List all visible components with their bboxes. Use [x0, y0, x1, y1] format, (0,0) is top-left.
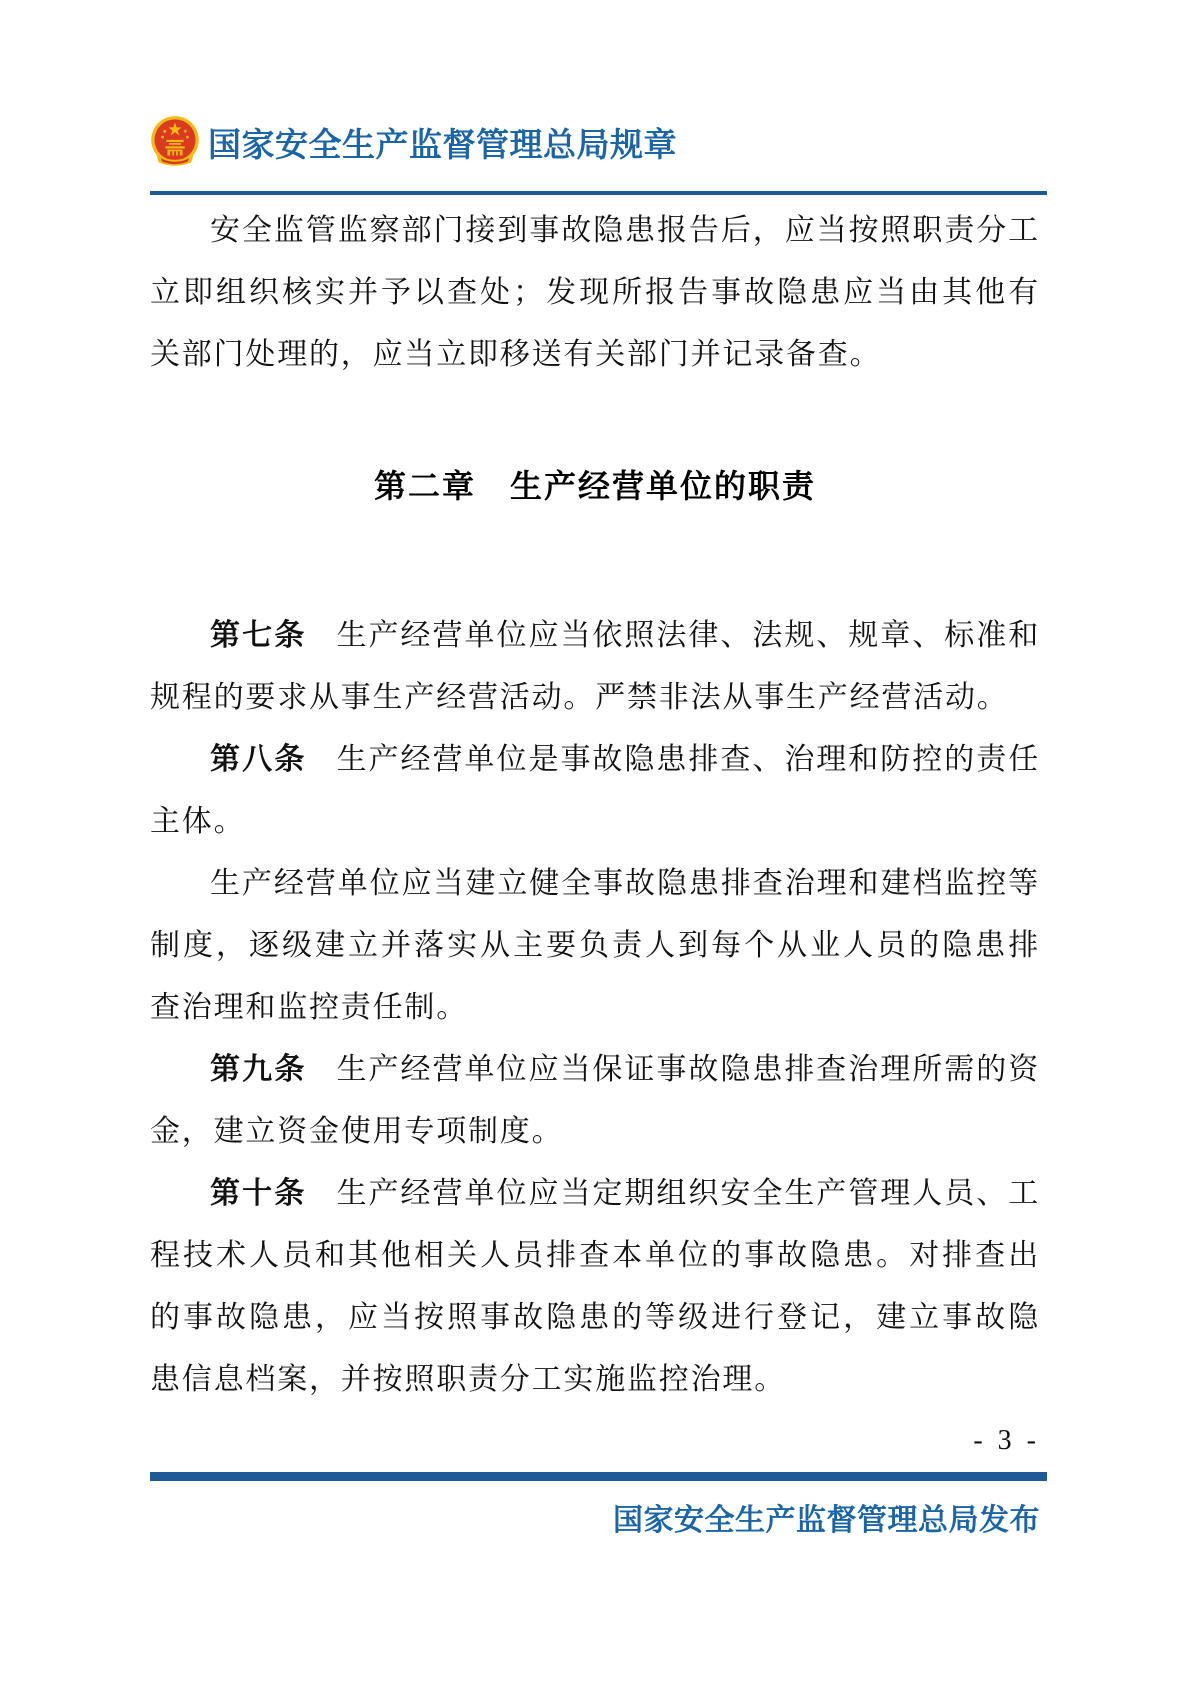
page-number: - 3 -: [973, 1425, 1040, 1456]
article-8-continuation-text: 生产经营单位应当建立健全事故隐患排查治理和建档监控等制度，逐级建立并落实从主要负责人到每个从业人员的隐患排查治理和监控责任制。: [150, 867, 1040, 1024]
footer-rule: [150, 1472, 1047, 1481]
article-paragraph-10: [150, 1163, 1040, 1411]
article-paragraph-7: [150, 605, 1040, 729]
article-10-label: 第十条: [210, 1177, 307, 1210]
article-9-label: 第九条: [210, 1053, 307, 1086]
article-8-continuation-paragraph: [150, 853, 1040, 1039]
intro-paragraph: 安全监管监察部门接到事故隐患报告后，应当按照职责分工立即组织核实并予以查处；发现所报告事故隐患应当由其他有关部门处理的，应当立即移送有关部门并记录备查。: [150, 214, 1040, 371]
article-paragraph-8: [150, 729, 1040, 853]
articles-section: [150, 605, 1040, 1411]
article-7-text: 生产经营单位应当依照法律、法规、规章、标准和规程的要求从事生产经营活动。严禁非法从事生产经营活动。: [150, 619, 1041, 714]
article-10-text: 生产经营单位应当定期组织安全生产管理人员、工程技术人员和其他相关人员排查本单位的事故隐患。对排查出的事故隐患，应当按照事故隐患的等级进行登记，建立事故隐患信息档案，并按照职责分工实施监控治理。: [150, 1177, 1041, 1396]
article-paragraph-9: [150, 1039, 1040, 1163]
national-emblem-icon: [148, 114, 202, 170]
page-header: [148, 112, 1048, 172]
article-8-text: 生产经营单位是事故隐患排查、治理和防控的责任主体。: [150, 743, 1041, 838]
article-9-text: 生产经营单位应当保证事故隐患排查治理所需的资金，建立资金使用专项制度。: [150, 1053, 1041, 1148]
article-7-label: 第七条: [210, 619, 307, 652]
publisher-text: 国家安全生产监督管理总局发布: [613, 1504, 1040, 1537]
header-rule: [150, 191, 1047, 195]
chapter-heading: 第二章 生产经营单位的职责: [373, 468, 816, 504]
header-title: 国家安全生产监督管理总局规章: [208, 125, 677, 163]
article-8-label: 第八条: [210, 743, 307, 776]
document-body: [150, 200, 1040, 1411]
